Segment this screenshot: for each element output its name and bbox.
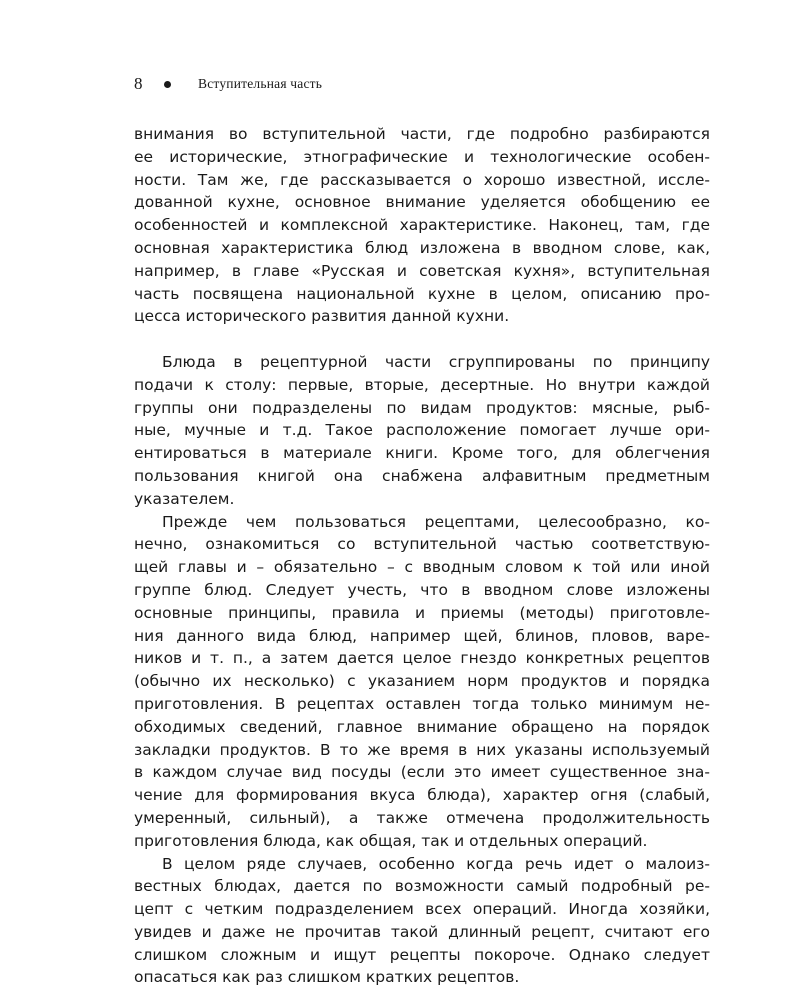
- paragraph-2: [134, 351, 710, 511]
- text-line: увидев и даже не прочитав такой длинный рецепт, считают его: [134, 922, 710, 941]
- text-line: внимания во вступительной части, где подробно разбираются: [134, 125, 710, 143]
- paragraph-gap: [134, 328, 710, 351]
- paragraph-1: [134, 123, 710, 328]
- text-line: основные принципы, правила и приемы (методы) приготовле-: [134, 603, 710, 622]
- text-line: ее исторические, этнографические и технологические особен-: [134, 147, 710, 166]
- text-line: подачи к столу: первые, вторые, десертные. Но внутри каждой: [134, 375, 710, 394]
- text-line: опасаться как раз слишком кратких рецептов.: [134, 968, 520, 987]
- text-line: щей главы и – обязательно – с вводным словом к той или иной: [134, 558, 710, 577]
- text-line: приготовления блюда, как общая, так и отдельных операций.: [134, 831, 648, 850]
- text-line: указателем.: [134, 489, 235, 508]
- text-line: чение для формирования вкуса блюда), характер огня (слабый,: [134, 786, 710, 805]
- text-line: слишком сложным и ищут рецепты покороче. Однако следует: [134, 945, 710, 964]
- text-line: в каждом случае вид посуды (если это имеет существенное зна-: [134, 763, 710, 782]
- page-number: 8: [134, 74, 143, 93]
- text-line: ности. Там же, где рассказывается о хорошо известной, иссле-: [134, 170, 710, 189]
- text-line: пользования книгой она снабжена алфавитным предметным: [134, 466, 710, 485]
- text-line: часть посвящена национальной кухне в целом, описанию про-: [134, 284, 710, 303]
- text-line: основная характеристика блюд изложена в вводном слове, как,: [134, 238, 710, 257]
- text-line: приготовления. В рецептах оставлен тогда только минимум не-: [134, 694, 710, 713]
- text-line: ные, мучные и т.д. Такое расположение помогает лучше ори-: [134, 421, 710, 440]
- text-line: ентироваться в материале книги. Кроме того, для облегчения: [134, 444, 710, 463]
- text-line: вестных блюдах, дается по возможности самый подробный ре-: [134, 877, 710, 896]
- section-title: Вступительная часть: [198, 76, 323, 91]
- text-line: Блюда в рецептурной части сгруппированы по принципу: [162, 352, 710, 371]
- paragraph-3: [134, 511, 710, 853]
- text-line: умеренный, сильный), а также отмечена продолжительность: [134, 808, 710, 827]
- text-line: В целом ряде случаев, особенно когда речь идет о малоиз-: [162, 854, 710, 873]
- bullet-icon: [164, 81, 171, 88]
- text-line: цесса исторического развития данной кухни.: [134, 307, 510, 326]
- text-line: (обычно их несколько) с указанием норм продуктов и порядка: [134, 672, 710, 691]
- text-line: нечно, ознакомиться со вступительной частью соответствую-: [134, 535, 710, 554]
- text-line: обходимых сведений, главное внимание обращено на порядок: [134, 717, 710, 736]
- paragraph-4: [134, 853, 710, 990]
- text-line: например, в главе «Русская и советская кухня», вступительная: [134, 261, 710, 280]
- text-line: цепт с четким подразделением всех операций. Иногда хозяйки,: [134, 900, 710, 919]
- body-text: [134, 123, 710, 989]
- text-line: особенностей и комплексной характеристике. Наконец, там, где: [134, 216, 710, 235]
- text-line: дованной кухне, основное внимание уделяется обобщению ее: [134, 193, 710, 212]
- text-line: ников и т. п., а затем дается целое гнездо конкретных рецептов: [134, 649, 710, 668]
- running-head: [134, 74, 322, 94]
- text-line: группе блюд. Следует учесть, что в вводном слове изложены: [134, 580, 710, 599]
- text-line: закладки продуктов. В то же время в них указаны используемый: [134, 740, 710, 759]
- text-line: группы они подразделены по видам продуктов: мясные, рыб-: [134, 398, 710, 417]
- text-line: ния данного вида блюд, например щей, блинов, пловов, варе-: [134, 626, 710, 645]
- text-line: Прежде чем пользоваться рецептами, целесообразно, ко-: [162, 512, 710, 531]
